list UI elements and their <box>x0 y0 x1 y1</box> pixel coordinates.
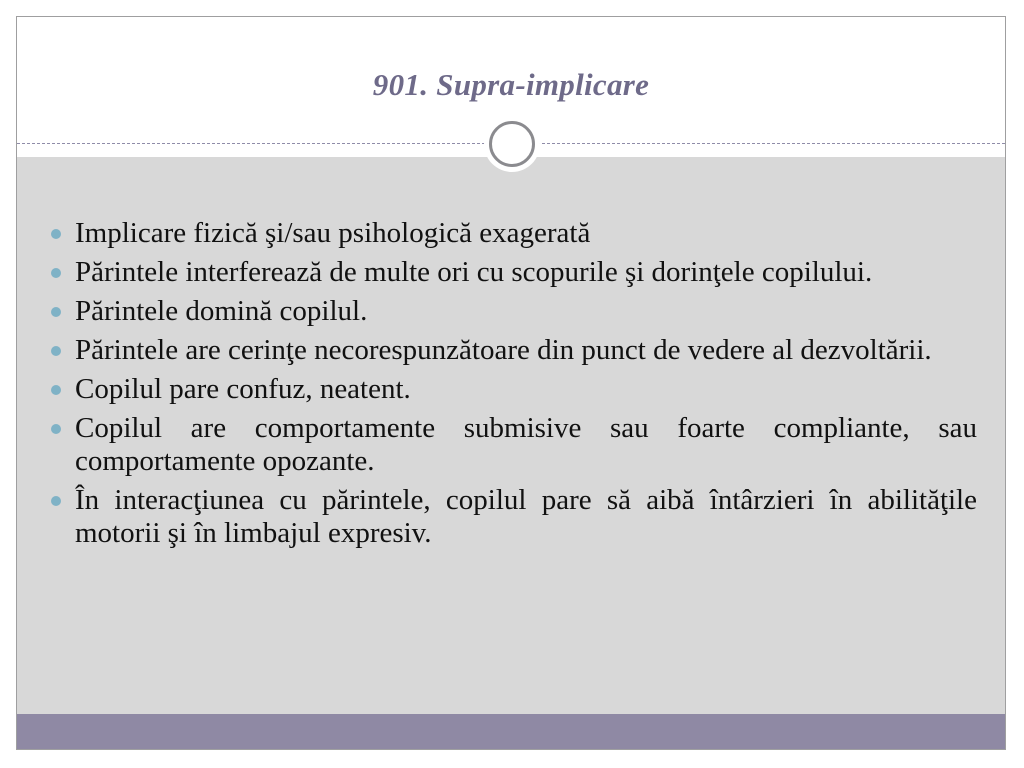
bullet-dot-icon <box>51 496 61 506</box>
slide <box>16 16 1006 750</box>
bullet-item <box>47 256 977 289</box>
bullet-dot-icon <box>51 268 61 278</box>
bullet-item <box>47 334 977 367</box>
bullet-text: În interacţiunea cu părintele, copilul pare să aibă întârzieri în abilităţile motorii şi în limbajul expresiv. <box>75 484 977 549</box>
bullet-text: Copilul are comportamente submisive sau foarte compliante, sau comportamente opozante. <box>75 412 977 477</box>
bullet-item <box>47 217 977 250</box>
bullet-list <box>47 217 977 556</box>
bullet-dot-icon <box>51 346 61 356</box>
bullet-text: Părintele are cerinţe necorespunzătoare din punct de vedere al dezvoltării. <box>75 334 932 366</box>
bullet-text: Părintele domină copilul. <box>75 295 368 327</box>
ornament-ring <box>489 121 535 167</box>
footer-bar <box>17 714 1005 749</box>
bullet-text: Copilul pare confuz, neatent. <box>75 373 411 405</box>
bullet-item <box>47 412 977 478</box>
bullet-dot-icon <box>51 307 61 317</box>
bullet-dot-icon <box>51 385 61 395</box>
bullet-item <box>47 373 977 406</box>
bullet-text: Părintele interferează de multe ori cu scopurile şi dorinţele copilului. <box>75 256 873 288</box>
slide-title: 901. Supra-implicare <box>372 67 650 102</box>
bullet-item <box>47 295 977 328</box>
bullet-dot-icon <box>51 424 61 434</box>
divider-circle-ornament <box>484 116 540 172</box>
bullet-text: Implicare fizică şi/sau psihologică exagerată <box>75 217 591 249</box>
bullet-dot-icon <box>51 229 61 239</box>
bullet-item <box>47 484 977 550</box>
